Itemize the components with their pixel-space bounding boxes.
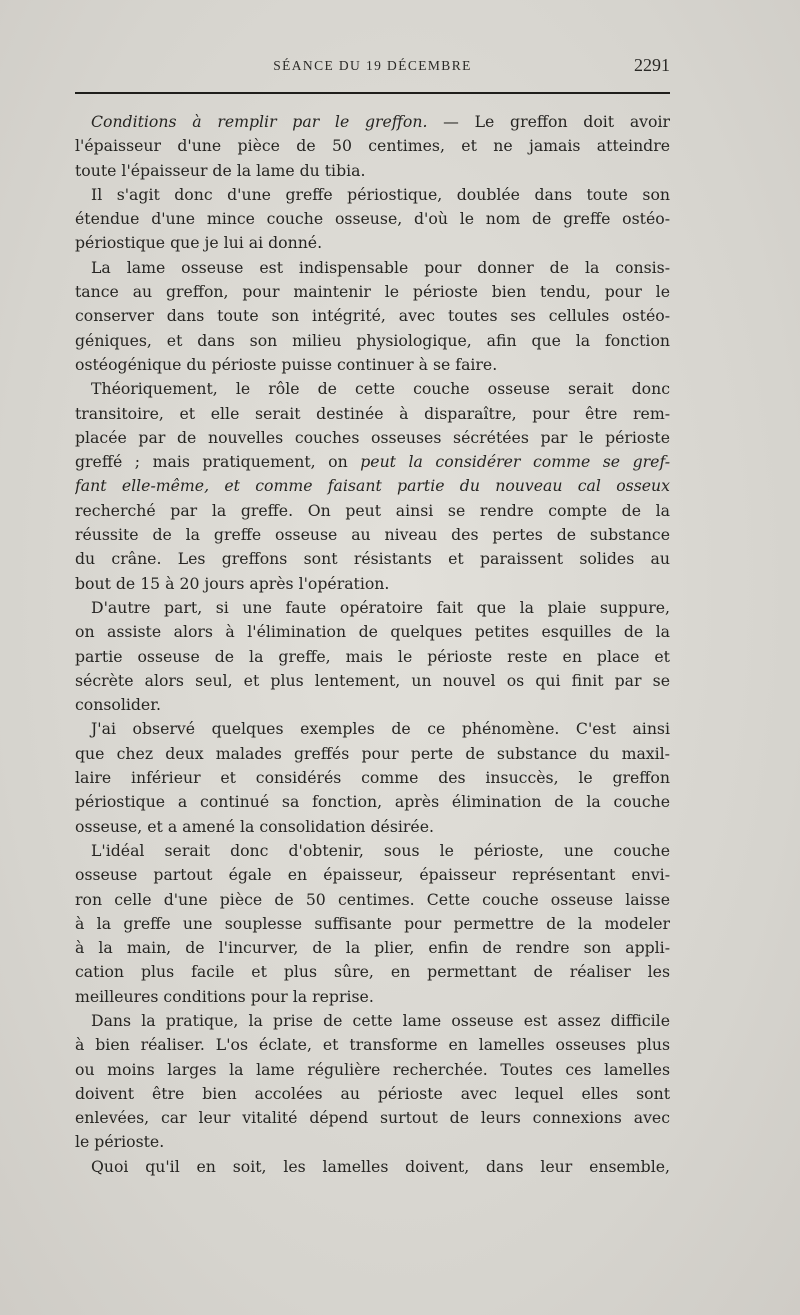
text-run: laire inférieur et considérés comme des insuccès, le greffon — [75, 768, 670, 788]
text-line — [75, 669, 670, 693]
text-line — [75, 863, 670, 887]
text-run: enlevées, car leur vitalité dépend surtout de leurs connexions avec — [75, 1108, 670, 1128]
text-line — [75, 839, 670, 863]
text-run: ou moins larges la lame régulière recherchée. Toutes ces lamelles — [75, 1059, 670, 1079]
text-line — [75, 1106, 670, 1130]
text-run: étendue d'une mince couche osseuse, d'où le nom de greffe ostéo- — [75, 209, 670, 229]
text-run: bout de 15 à 20 jours après l'opération. — [75, 573, 390, 593]
text-line — [75, 815, 670, 839]
text-line — [75, 742, 670, 766]
text-line — [75, 912, 670, 936]
text-run: que chez deux malades greffés pour perte de substance du maxil- — [75, 743, 670, 763]
text-run: on assiste alors à l'élimination de quelques petites esquilles de la — [75, 622, 670, 642]
text-line — [75, 110, 670, 134]
text-run: greffé ; mais pratiquement, on — [75, 452, 361, 472]
body-text — [75, 110, 670, 1179]
text-run: cation plus facile et plus sûre, en permettant de réaliser les — [75, 962, 670, 982]
text-line — [75, 304, 670, 328]
text-run: — Le greffon doit avoir — [427, 112, 670, 131]
text-line — [75, 159, 670, 183]
text-line — [75, 620, 670, 644]
text-run: toute l'épaisseur de la lame du tibia. — [75, 160, 366, 180]
text-line — [75, 329, 670, 353]
text-run: osseuse, et a amené la consolidation désirée. — [75, 816, 434, 836]
text-line — [75, 183, 670, 207]
text-line — [75, 960, 670, 984]
text-run: J'ai observé quelques exemples de ce phénomène. C'est ainsi — [91, 719, 670, 739]
text-run: osseuse partout égale en épaisseur, épaisseur représentant envi- — [75, 865, 670, 885]
text-run: sécrète alors seul, et plus lentement, un nouvel os qui finit par se — [75, 670, 670, 690]
text-line — [75, 450, 670, 474]
text-run: réussite de la greffe osseuse au niveau des pertes de substance — [75, 525, 670, 545]
text-run: l'épaisseur d'une pièce de 50 centimes, et ne jamais atteindre — [75, 136, 670, 156]
text-run: La lame osseuse est indispensable pour donner de la consis- — [91, 257, 670, 277]
text-run: Théoriquement, le rôle de cette couche osseuse serait donc — [91, 379, 670, 399]
text-line — [75, 888, 670, 912]
text-line — [75, 1033, 670, 1057]
text-line — [75, 790, 670, 814]
text-run: partie osseuse de la greffe, mais le périoste reste en place et — [75, 646, 670, 666]
text-line — [75, 280, 670, 304]
text-line — [75, 547, 670, 571]
text-run: placée par de nouvelles couches osseuses sécrétées par le périoste — [75, 427, 670, 447]
text-line — [75, 985, 670, 1009]
text-line — [75, 353, 670, 377]
text-run: L'idéal serait donc d'obtenir, sous le périoste, une couche — [91, 840, 670, 860]
text-run: du crâne. Les greffons sont résistants et paraissent solides au — [75, 549, 670, 569]
text-line — [75, 936, 670, 960]
text-line — [75, 1082, 670, 1106]
text-run: périostique que je lui ai donné. — [75, 233, 323, 253]
page-number: 2291 — [634, 55, 670, 75]
text-run: conserver dans toute son intégrité, avec toutes ses cellules ostéo- — [75, 306, 670, 326]
header-rule — [75, 92, 670, 94]
text-run: D'autre part, si une faute opératoire fait que la plaie suppure, — [91, 597, 670, 617]
text-run: meilleures conditions pour la reprise. — [75, 986, 374, 1006]
text-run: à la main, de l'incurver, de la plier, enfin de rendre son appli- — [75, 938, 670, 958]
text-line — [75, 572, 670, 596]
text-run: ostéogénique du périoste puisse continuer à se faire. — [75, 354, 498, 374]
text-line — [75, 231, 670, 255]
page-header — [75, 52, 670, 82]
italic-text: Conditions à remplir par le greffon. — [91, 112, 428, 131]
text-line — [75, 523, 670, 547]
italic-text: peut la considérer comme se gref- — [360, 452, 670, 472]
text-line — [75, 717, 670, 741]
text-run: ron celle d'une pièce de 50 centimes. Cette couche osseuse laisse — [75, 889, 670, 909]
text-line — [75, 1130, 670, 1154]
text-run: tance au greffon, pour maintenir le périoste bien tendu, pour le — [75, 282, 670, 302]
text-line — [75, 134, 670, 158]
text-run: le périoste. — [75, 1132, 165, 1152]
text-line — [75, 207, 670, 231]
text-line — [75, 499, 670, 523]
running-head: SÉANCE DU 19 DÉCEMBRE — [273, 58, 472, 73]
text-line — [75, 766, 670, 790]
text-run: à bien réaliser. L'os éclate, et transforme en lamelles osseuses plus — [75, 1035, 670, 1055]
text-run: Dans la pratique, la prise de cette lame osseuse est assez difficile — [91, 1010, 670, 1030]
text-run: géniques, et dans son milieu physiologique, afin que la fonction — [75, 330, 670, 350]
text-run: transitoire, et elle serait destinée à disparaître, pour être rem- — [75, 403, 670, 423]
text-line — [75, 474, 670, 498]
text-line — [75, 1058, 670, 1082]
text-line — [75, 1009, 670, 1033]
text-line — [75, 402, 670, 426]
text-line — [75, 377, 670, 401]
text-line — [75, 256, 670, 280]
text-run: à la greffe une souplesse suffisante pour permettre de la modeler — [75, 913, 670, 933]
text-line — [75, 1155, 670, 1179]
text-run: périostique a continué sa fonction, après élimination de la couche — [75, 792, 670, 812]
text-run: Quoi qu'il en soit, les lamelles doivent, dans leur ensemble, — [91, 1156, 670, 1176]
text-line — [75, 693, 670, 717]
text-run: Il s'agit donc d'une greffe périostique, doublée dans toute son — [91, 184, 670, 204]
text-run: recherché par la greffe. On peut ainsi se rendre compte de la — [75, 500, 670, 520]
italic-text: fant elle-même, et comme faisant partie du nouveau cal osseux — [75, 476, 670, 496]
text-line — [75, 596, 670, 620]
text-line — [75, 645, 670, 669]
text-line — [75, 426, 670, 450]
text-run: doivent être bien accolées au périoste avec lequel elles sont — [75, 1083, 670, 1103]
text-run: consolider. — [75, 695, 161, 715]
